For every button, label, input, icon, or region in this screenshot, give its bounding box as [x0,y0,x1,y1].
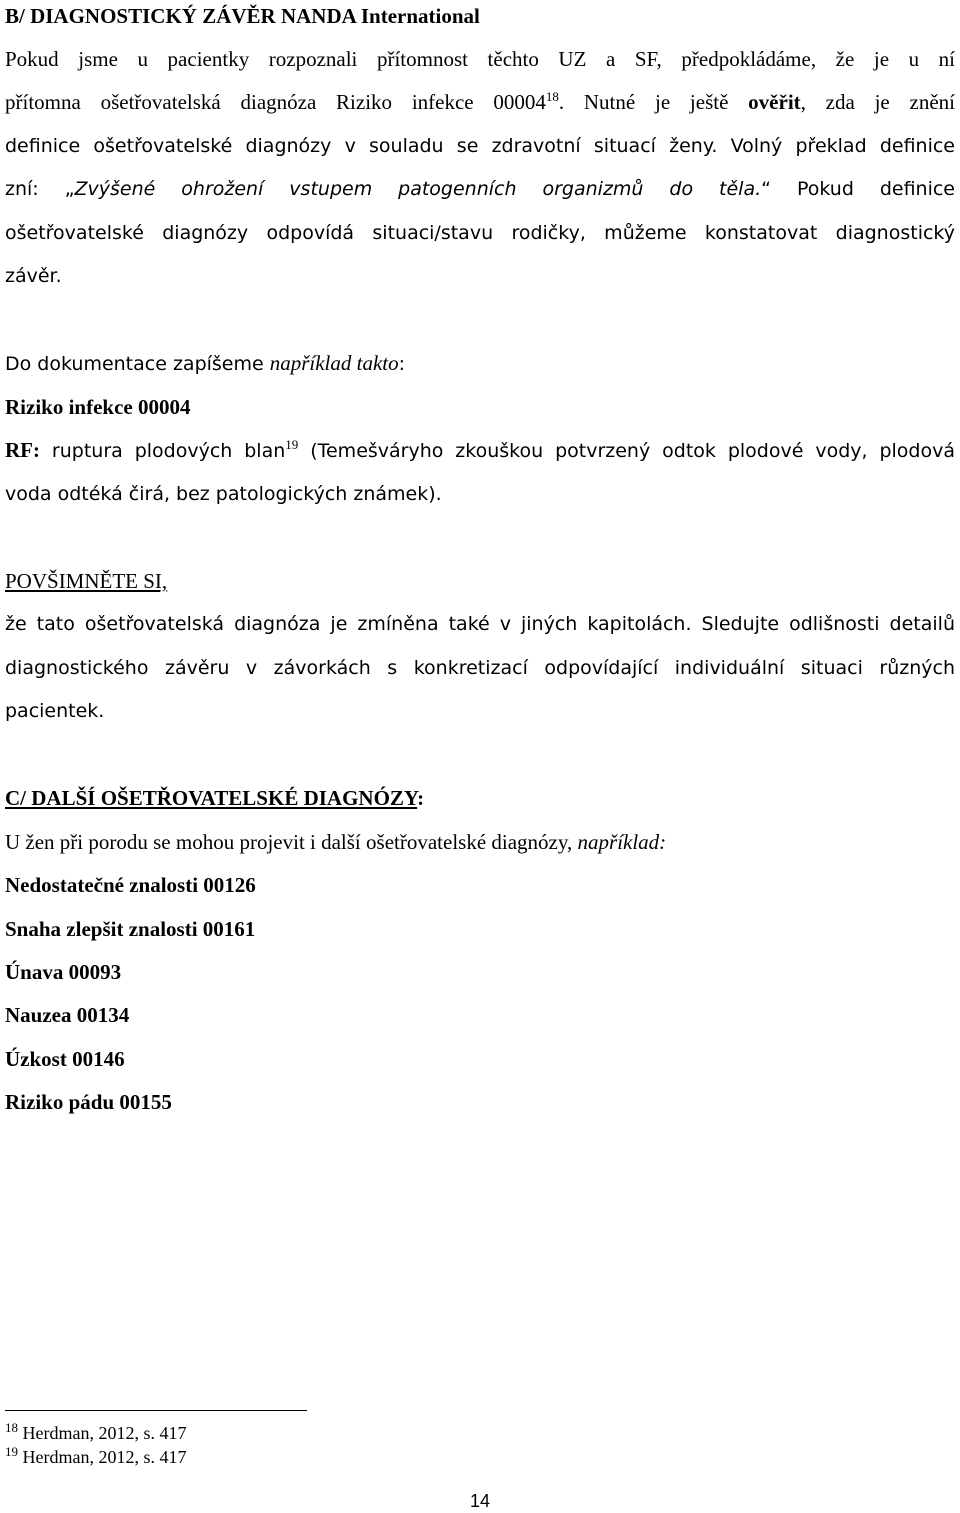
notice-line: diagnostického závěru v závorkách s konkretizací odpovídající individuální situaci různých [5,657,955,679]
diagnosis-item: Snaha zlepšit znalosti 00161 [5,917,256,941]
paragraph-line: ošetřovatelské diagnózy odpovídá situaci/stavu rodičky, můžeme konstatovat diagnostický [5,222,955,244]
footnote: $^{19}$ Herdman, 2012, s. 417 [5,1444,187,1467]
section-c-heading: C/ DALŠÍ OŠETŘOVATELSKÉ DIAGNÓZY: [5,786,425,810]
paragraph-line: Pokud jsme u pacientky rozpoznali přítomnost těchto UZ a SF, předpokládáme, že je u ní [5,47,955,71]
diagnosis-item: Nauzea 00134 [5,1003,130,1027]
page-number: 14 [469,1491,491,1511]
documentation-intro: Do dokumentace zapíšeme například takto: [5,351,406,375]
paragraph-line: přítomna ošetřovatelská diagnóza Riziko infekce 00004$^{18}$. Nutné je ještě ověřit, zda je znění [5,89,955,114]
diagnosis-item: Riziko pádu 00155 [5,1090,172,1114]
footnote-divider [5,1410,307,1411]
risk-factor-line: voda odtéká čirá, bez patologických známek). [5,483,442,505]
notice-line: že tato ošetřovatelská diagnóza je zmíněna také v jiných kapitolách. Sledujte odlišnosti detailů [5,613,955,635]
footnote: $^{18}$ Herdman, 2012, s. 417 [5,1420,187,1443]
paragraph-line: závěr. [5,265,62,287]
diagnosis-item: Únava 00093 [5,960,122,984]
diagnosis-item: Úzkost 00146 [5,1047,125,1071]
diagnosis-title: Riziko infekce 00004 [5,395,191,419]
section-b-heading: B/ DIAGNOSTICKÝ ZÁVĚR NANDA International [5,4,480,28]
paragraph-line: zní: „Zvýšené ohrožení vstupem patogenních organizmů do těla.“ Pokud definice [5,178,955,200]
risk-factor-line: RF: ruptura plodových blan$^{19}$ (Temešváryho zkouškou potvrzený odtok plodové vody, plodová [5,437,955,462]
section-c-intro: U žen při porodu se mohou projevit i další ošetřovatelské diagnózy, například: [5,830,667,854]
notice-title: POVŠIMNĚTE SI, [5,569,168,593]
paragraph-line: definice ošetřovatelské diagnózy v souladu se zdravotní situací ženy. Volný překlad definice [5,135,955,157]
diagnosis-item: Nedostatečné znalosti 00126 [5,873,256,897]
footnote-ref: 18 [545,89,559,104]
notice-line: pacientek. [5,700,105,722]
footnote-ref: 19 [285,437,299,452]
definition-quote: Zvýšené ohrožení vstupem patogenních organizmů do těla. [74,178,762,200]
